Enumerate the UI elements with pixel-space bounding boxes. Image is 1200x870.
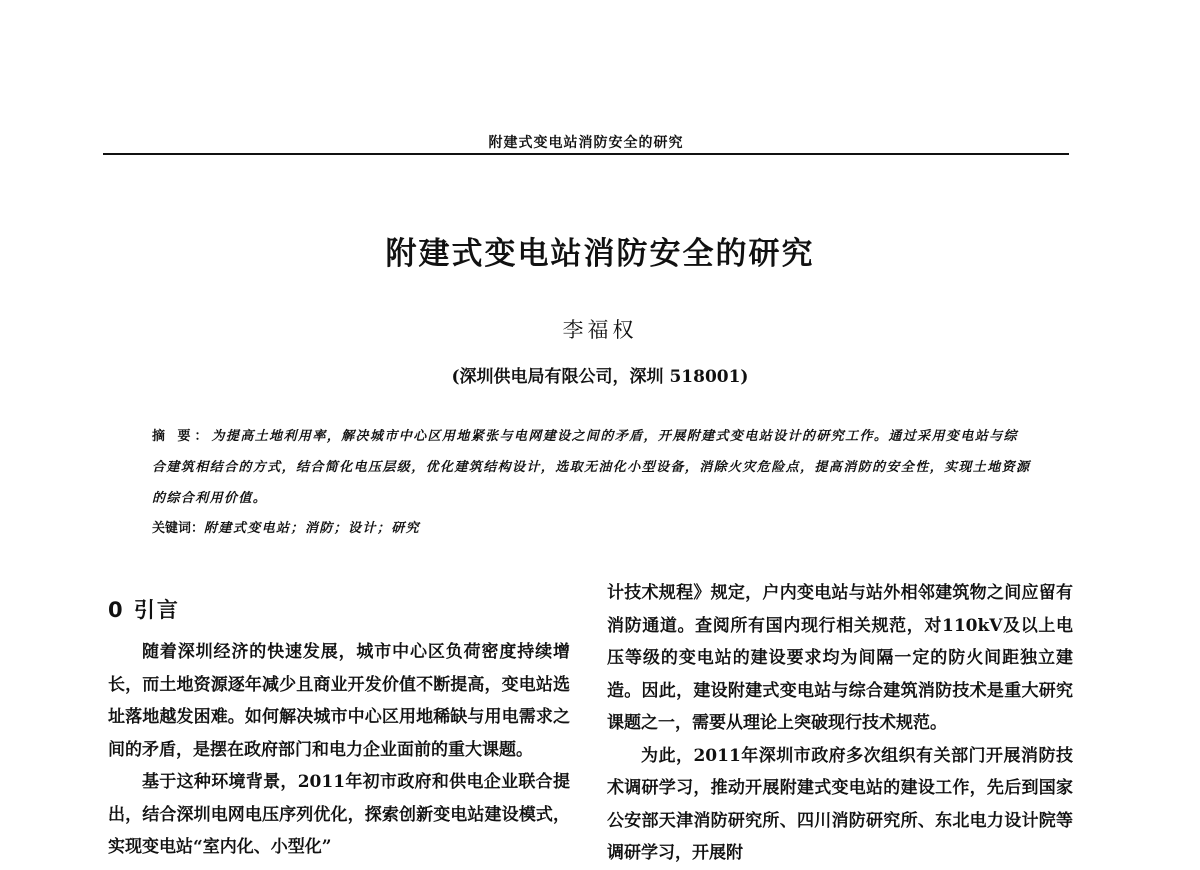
author-affiliation: (深圳供电局有限公司，深圳 518001): [451, 367, 749, 387]
running-header: 附建式变电站消防安全的研究: [488, 135, 684, 151]
body-paragraph: 计技术规程》规定，户内变电站与站外相邻建筑物之间应留有消防通道。查阅所有国内现行相关规范，对110kV及以上电压等级的变电站的建设要求均为间隔一定的防火间距独立建造。因此，建设附建式变电站与综合建筑消防技术是重大研究课题之一，需要从理论上突破现行技术规范。: [607, 583, 1073, 733]
keywords: [152, 517, 1032, 536]
abstract: [152, 421, 1032, 514]
author-name: 李福权: [562, 318, 638, 342]
header-rule: [103, 153, 1069, 155]
abstract-label: 摘 要：: [152, 429, 212, 444]
body-column-left: [108, 636, 570, 864]
keywords-label: 关键词：: [152, 521, 205, 536]
body-paragraph: 随着深圳经济的快速发展，城市中心区负荷密度持续增长，而土地资源逐年减少且商业开发价值不断提高，变电站选址落地越发困难。如何解决城市中心区用地稀缺与用电需求之间的矛盾，是摆在政府部门和电力企业面前的重大课题。: [108, 642, 570, 760]
abstract-text: 为提高土地利用率，解决城市中心区用地紧张与电网建设之间的矛盾，开展附建式变电站设计的研究工作。通过采用变电站与综合建筑相结合的方式，结合简化电压层级，优化建筑结构设计，选取无油化小型设备，消除火灾危险点，提高消防的安全性，实现土地资源的综合利用价值。: [152, 429, 1031, 506]
keywords-text: 附建式变电站；消防；设计；研究: [204, 521, 421, 536]
body-paragraph: 基于这种环境背景，2011年初市政府和供电企业联合提出，结合深圳电网电压序列优化，探索创新变电站建设模式，实现变电站“室内化、小型化”: [108, 772, 570, 857]
body-column-right: [607, 577, 1073, 870]
paper-title: 附建式变电站消防安全的研究: [385, 236, 815, 272]
body-paragraph: 为此，2011年深圳市政府多次组织有关部门开展消防技术调研学习，推动开展附建式变电站的建设工作，先后到国家公安部天津消防研究所、四川消防研究所、东北电力设计院等调研学习，开展附: [607, 745, 1073, 863]
section-heading-introduction: 0 引言: [108, 598, 180, 622]
